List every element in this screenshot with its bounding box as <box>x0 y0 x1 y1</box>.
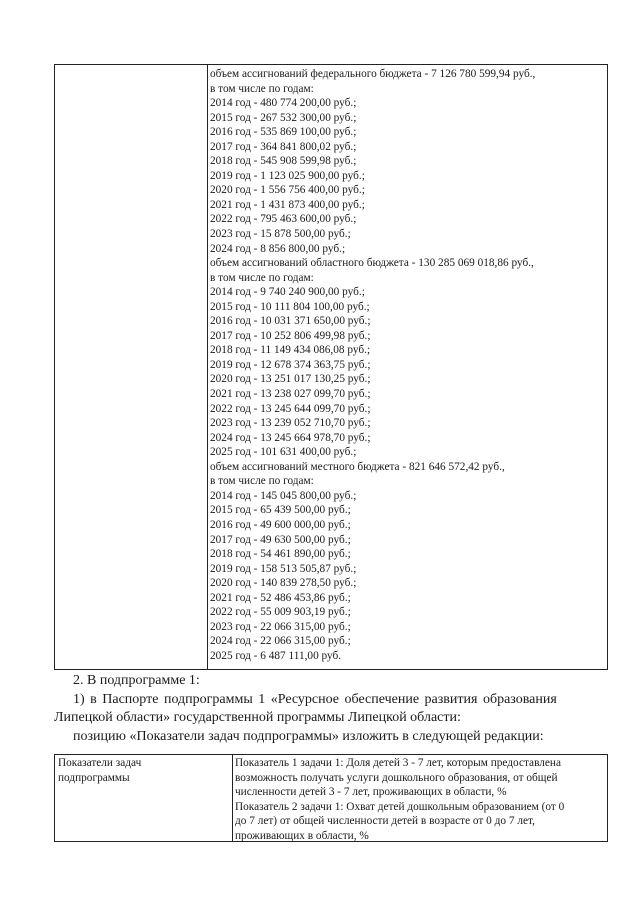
budget-line: в том числе по годам: <box>210 82 314 95</box>
budget-line: 2025 год - 6 487 111,00 руб. <box>210 649 342 662</box>
budget-line: 2014 год - 145 045 800,00 руб.; <box>210 489 357 502</box>
section-heading: 2. В подпрограмме 1: <box>73 673 200 688</box>
budget-line: 2021 год - 52 486 453,86 руб.; <box>210 591 351 604</box>
paragraph-line-1: 1) в Паспорте подпрограммы 1 «Ресурсное обеспечение развития образования <box>73 692 557 707</box>
paragraph-line-3: позицию «Показатели задач подпрограммы» изложить в следующей редакции: <box>73 729 544 744</box>
budget-line: 2015 год - 10 111 804 100,00 руб.; <box>210 300 370 313</box>
budget-table-label-cell <box>55 65 208 669</box>
budget-line: 2022 год - 795 463 600,00 руб.; <box>210 213 357 226</box>
budget-table-value-cell <box>210 67 603 663</box>
indicators-value-cell <box>235 756 604 844</box>
budget-table <box>54 64 608 670</box>
budget-line: 2018 год - 54 461 890,00 руб.; <box>210 548 351 561</box>
budget-line: 2022 год - 55 009 903,19 руб.; <box>210 606 351 619</box>
budget-line: 2024 год - 13 245 664 978,70 руб.; <box>210 431 371 444</box>
budget-line: 2025 год - 101 631 400,00 руб.; <box>210 446 357 459</box>
budget-line: в том числе по годам: <box>210 475 314 488</box>
budget-line: 2016 год - 535 869 100,00 руб.; <box>210 126 357 139</box>
indicators-label-line: Показатели задач <box>58 757 142 769</box>
budget-line: 2024 год - 22 066 315,00 руб.; <box>210 635 351 648</box>
budget-line: 2023 год - 13 239 052 710,70 руб.; <box>210 417 371 430</box>
indicator-line: численности детей 3 - 7 лет, проживающих в области, % <box>235 786 507 799</box>
budget-line: 2019 год - 1 123 025 900,00 руб.; <box>210 169 365 182</box>
budget-line: в том числе по годам: <box>210 271 314 284</box>
budget-line: 2016 год - 49 600 000,00 руб.; <box>210 518 351 531</box>
budget-line: 2020 год - 1 556 756 400,00 руб.; <box>210 184 365 197</box>
budget-line: 2020 год - 140 839 278,50 руб.; <box>210 577 357 590</box>
budget-line: объем ассигнований местного бюджета - 821 646 572,42 руб., <box>210 460 505 473</box>
budget-line: 2014 год - 9 740 240 900,00 руб.; <box>210 286 365 299</box>
indicator-line: проживающих в области, % <box>235 829 369 842</box>
budget-line: 2022 год - 13 245 644 099,70 руб.; <box>210 402 371 415</box>
paragraph-line-2: Липецкой области» государственной программы Липецкой области: <box>54 710 461 725</box>
budget-line: 2017 год - 10 252 806 499,98 руб.; <box>210 329 371 342</box>
budget-line: 2015 год - 267 532 300,00 руб.; <box>210 111 357 124</box>
budget-line: 2017 год - 49 630 500,00 руб.; <box>210 533 351 546</box>
indicator-line: Показатель 1 задачи 1: Доля детей 3 - 7 лет, которым предоставлена <box>235 757 561 769</box>
budget-line: 2023 год - 15 878 500,00 руб.; <box>210 228 351 241</box>
indicator-line: до 7 лет) от общей численности детей в возрасте от 0 до 7 лет, <box>235 815 535 828</box>
budget-line: 2023 год - 22 066 315,00 руб.; <box>210 620 351 633</box>
budget-line: 2017 год - 364 841 800,02 руб.; <box>210 140 357 153</box>
budget-line: 2016 год - 10 031 371 650,00 руб.; <box>210 315 371 328</box>
budget-line: объем ассигнований федерального бюджета - 7 126 780 599,94 руб., <box>210 68 536 80</box>
budget-line: 2021 год - 13 238 027 099,70 руб.; <box>210 388 371 401</box>
budget-line: 2020 год - 13 251 017 130,25 руб.; <box>210 373 371 386</box>
budget-line: 2019 год - 158 513 505,87 руб.; <box>210 562 357 575</box>
budget-line: 2015 год - 65 439 500,00 руб.; <box>210 504 351 517</box>
budget-line: 2018 год - 11 149 434 086,08 руб.; <box>210 344 371 357</box>
budget-line: 2014 год - 480 774 200,00 руб.; <box>210 97 357 110</box>
indicator-line: возможность получать услуги дошкольного образования, от общей <box>235 771 558 784</box>
indicators-label-cell <box>55 755 233 841</box>
budget-line: 2018 год - 545 908 599,98 руб.; <box>210 155 357 168</box>
indicator-line: Показатель 2 задачи 1: Охват детей дошкольным образованием (от 0 <box>235 800 565 813</box>
budget-line: 2019 год - 12 678 374 363,75 руб.; <box>210 358 371 371</box>
indicators-table <box>54 754 608 842</box>
budget-line: 2021 год - 1 431 873 400,00 руб.; <box>210 198 365 211</box>
budget-line: объем ассигнований областного бюджета - 130 285 069 018,86 руб., <box>210 257 534 270</box>
indicators-label-line: подпрограммы <box>58 771 130 784</box>
budget-line: 2024 год - 8 856 800,00 руб.; <box>210 242 346 255</box>
